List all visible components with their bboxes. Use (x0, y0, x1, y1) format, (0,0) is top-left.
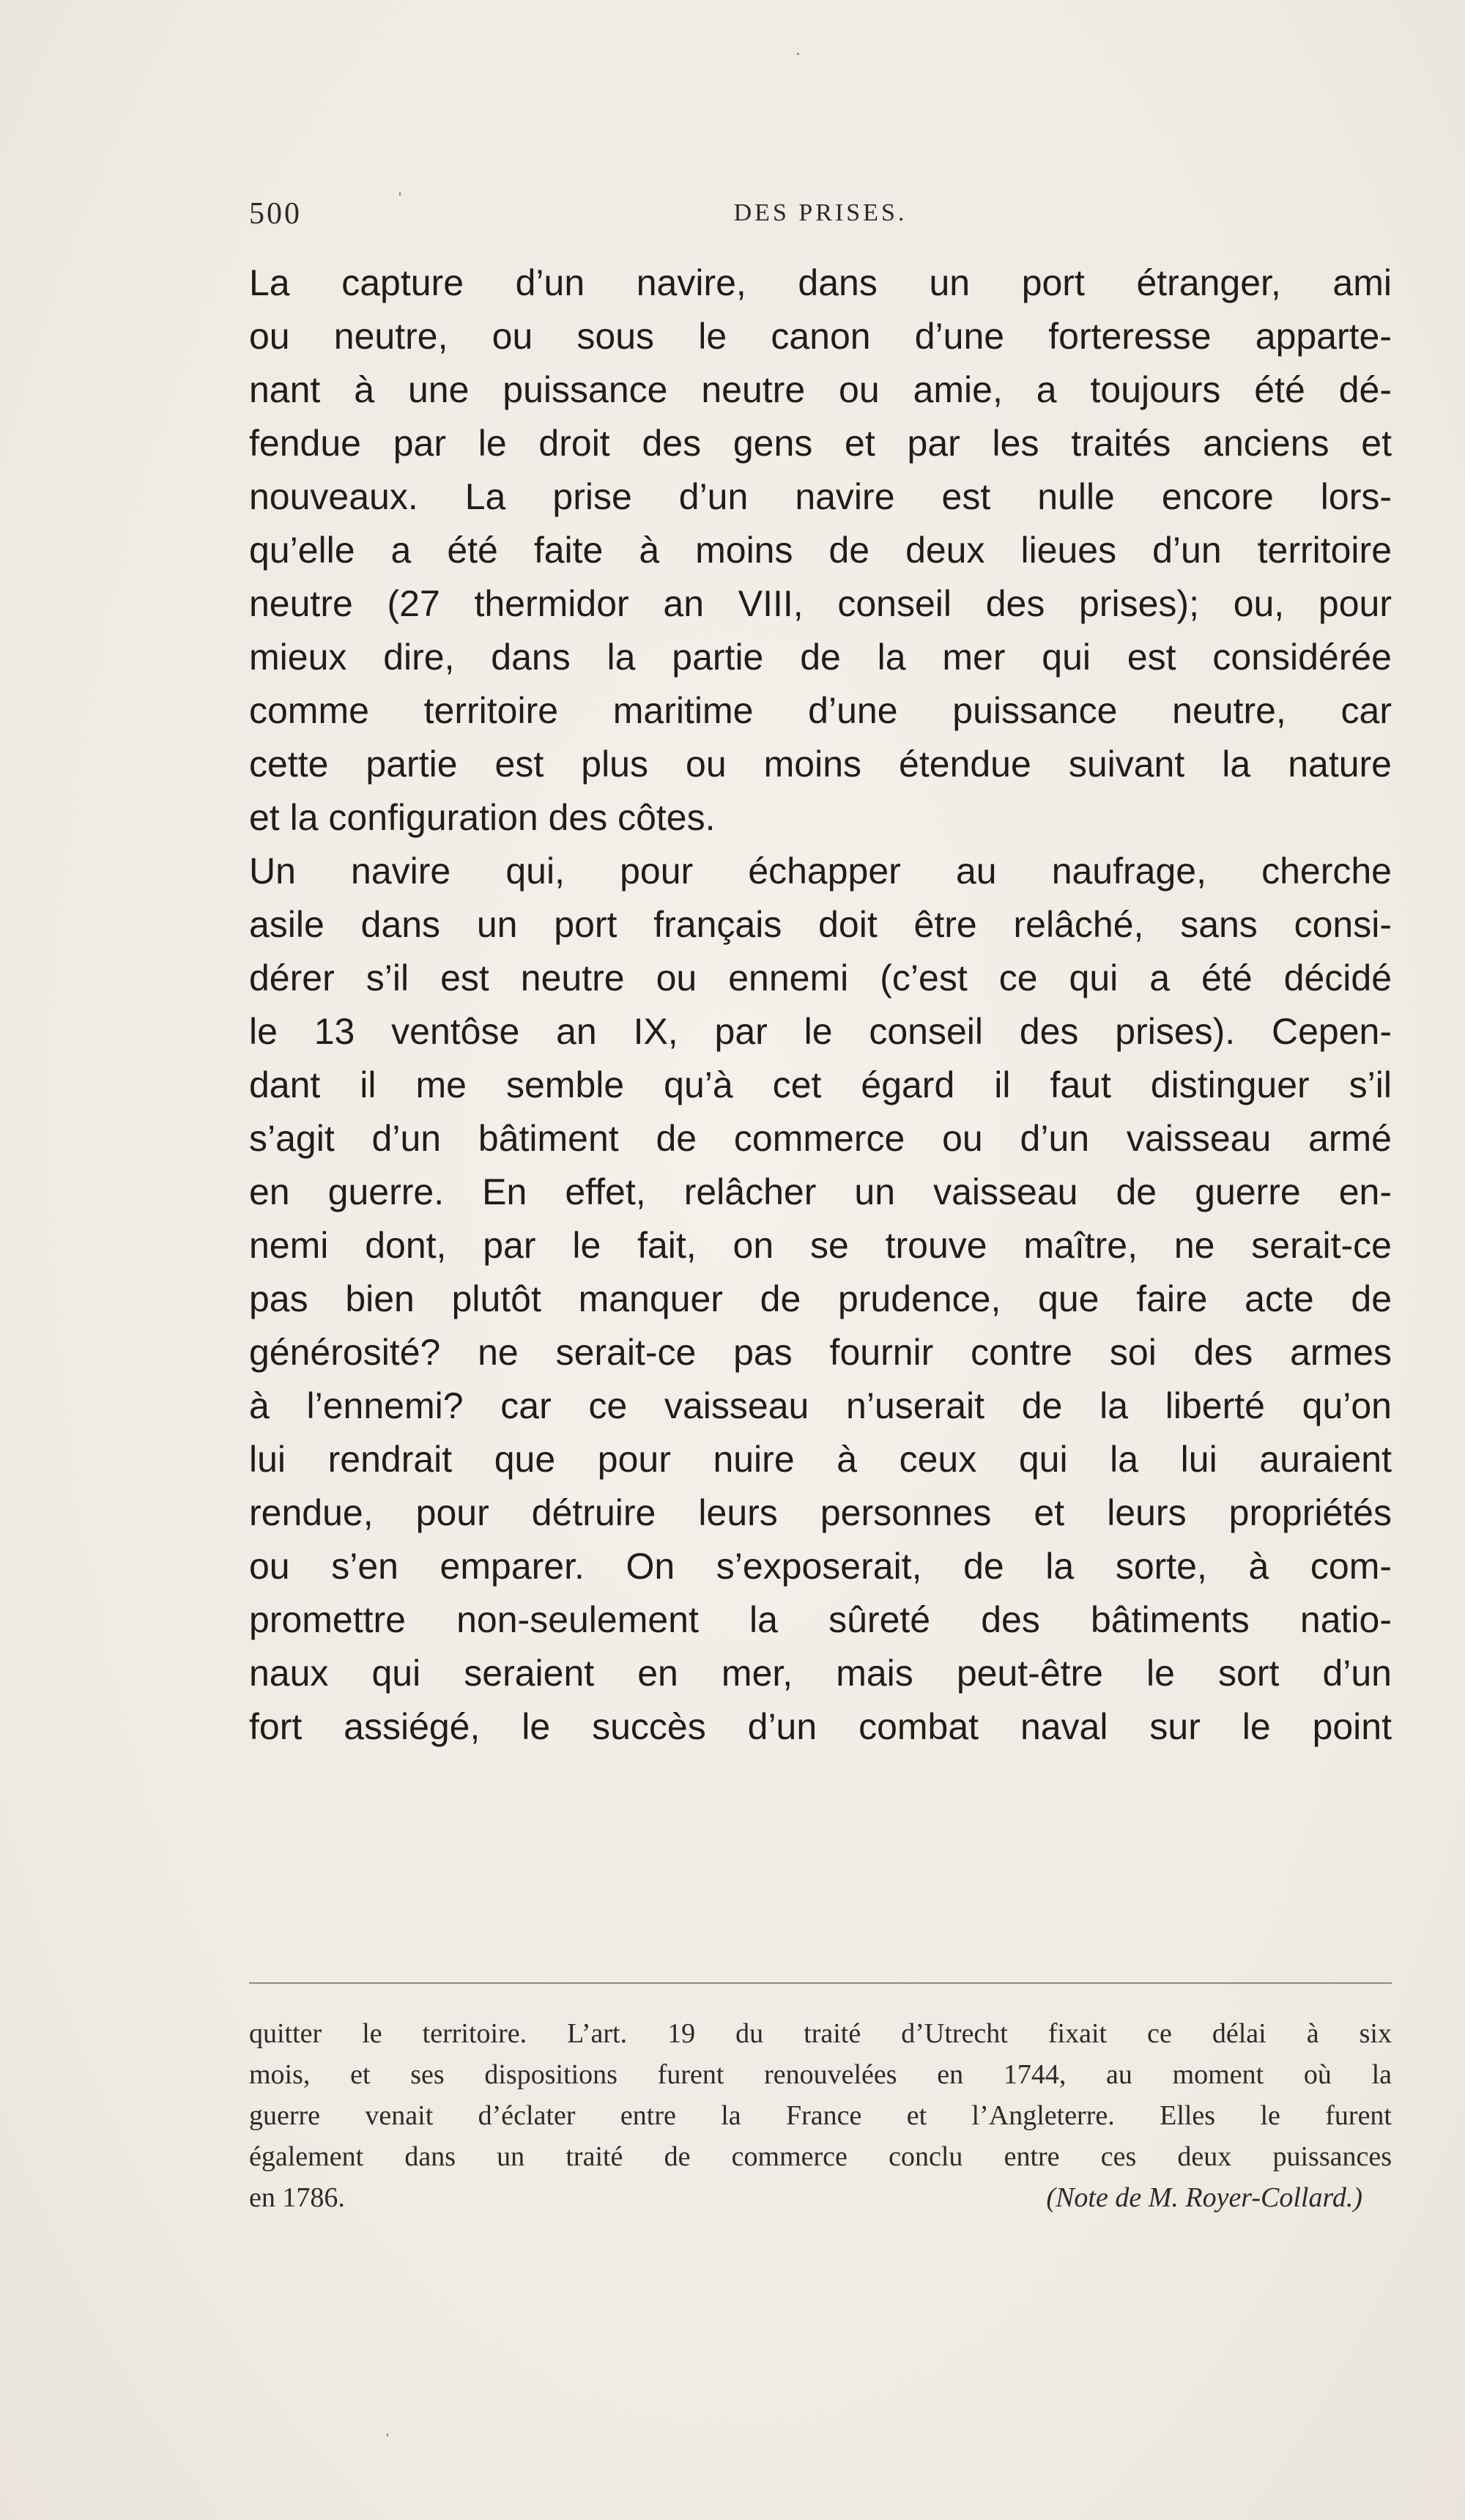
text-line: nant à une puissance neutre ou amie, a toujours été dé- (249, 369, 1392, 410)
text-line: asile dans un port français doit être relâché, sans consi- (249, 904, 1392, 945)
text-line: lui rendrait que pour nuire à ceux qui la lui auraient (249, 1439, 1392, 1480)
text-line: La capture d’un navire, dans un port étranger, ami (249, 262, 1392, 303)
text-line: générosité? ne serait-ce pas fournir contre soi des armes (249, 1332, 1392, 1373)
footnote-line: mois, et ses dispositions furent renouvelées en 1744, au moment où la (249, 2059, 1392, 2090)
text-line: fort assiégé, le succès d’un combat naval sur le point (249, 1706, 1392, 1747)
text-line: mieux dire, dans la partie de la mer qui est considérée (249, 637, 1392, 678)
text-line: le 13 ventôse an IX, par le conseil des prises). Cepen- (249, 1011, 1392, 1052)
text-line: cette partie est plus ou moins étendue suivant la nature (249, 744, 1392, 785)
text-line: ou s’en emparer. On s’exposerait, de la sorte, à com- (249, 1546, 1392, 1587)
text-line: naux qui seraient en mer, mais peut-être le sort d’un (249, 1653, 1392, 1694)
paper-speck (399, 192, 401, 196)
footnote-last-line (249, 2177, 1392, 2218)
footnote (249, 2013, 1392, 2218)
text-line: à l’ennemi? car ce vaisseau n’userait de la liberté qu’on (249, 1385, 1392, 1426)
footnote-line: guerre venait d’éclater entre la France et l’Angleterre. Elles le furent (249, 2100, 1392, 2131)
text-line: rendue, pour détruire leurs personnes et leurs propriétés (249, 1492, 1392, 1533)
running-title: DES PRISES. (733, 199, 908, 226)
text-line: dérer s’il est neutre ou ennemi (c’est ce qui a été décidé (249, 957, 1392, 998)
text-line: en guerre. En effet, relâcher un vaisseau de guerre en- (249, 1171, 1392, 1212)
text-line: fendue par le droit des gens et par les traités anciens et (249, 423, 1392, 464)
paper-speck (387, 2434, 388, 2436)
text-line: promettre non-seulement la sûreté des bâtiments natio- (249, 1599, 1392, 1640)
text-line: s’agit d’un bâtiment de commerce ou d’un vaisseau armé (249, 1118, 1392, 1159)
text-line: dant il me semble qu’à cet égard il faut distinguer s’il (249, 1064, 1392, 1105)
text-line: Un navire qui, pour échapper au naufrage, cherche (249, 850, 1392, 892)
footnote-line: quitter le territoire. L’art. 19 du traité d’Utrecht fixait ce délai à six (249, 2018, 1392, 2049)
text-line: pas bien plutôt manquer de prudence, que faire acte de (249, 1278, 1392, 1319)
text-line: qu’elle a été faite à moins de deux lieues d’un territoire (249, 530, 1392, 571)
footnote-year: en 1786. (249, 2182, 345, 2213)
text-line: nemi dont, par le fait, on se trouve maître, ne serait-ce (249, 1225, 1392, 1266)
text-line: et la configuration des côtes. (249, 797, 716, 838)
paper-speck (797, 53, 799, 55)
text-line: neutre (27 thermidor an VIII, conseil des prises); ou, pour (249, 583, 1392, 624)
footnote-rule (249, 1982, 1392, 1984)
text-line: ou neutre, ou sous le canon d’une forteresse apparte- (249, 316, 1392, 357)
footnote-attribution: (Note de M. Royer-Collard.) (1046, 2182, 1362, 2213)
text-line: comme territoire maritime d’une puissance neutre, car (249, 690, 1392, 731)
footnote-line: également dans un traité de commerce conclu entre ces deux puissances (249, 2141, 1392, 2172)
text-line: nouveaux. La prise d’un navire est nulle encore lors- (249, 476, 1392, 517)
running-head (249, 196, 1392, 233)
page-number: 500 (249, 197, 302, 231)
main-text (249, 256, 1392, 1754)
